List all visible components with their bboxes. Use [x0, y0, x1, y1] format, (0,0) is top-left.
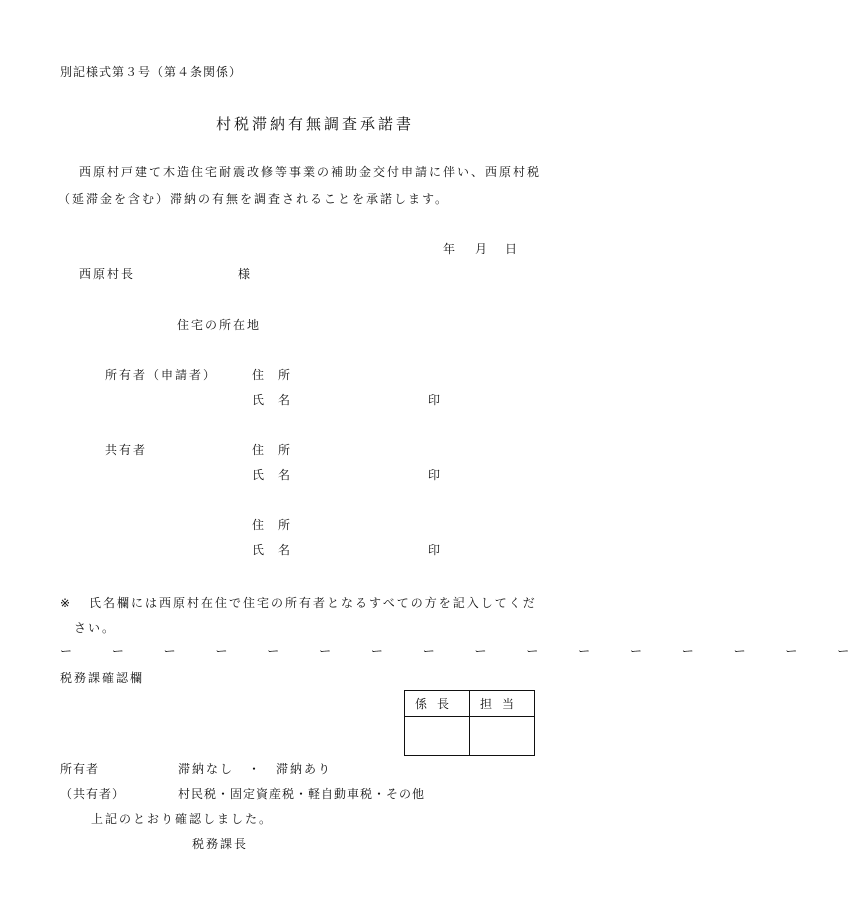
owner-role-label: 所有者（申請者）	[105, 368, 218, 382]
date-year-label: 年	[443, 242, 456, 256]
addressee-honorific: 様	[238, 267, 251, 281]
date-day-label: 日	[505, 242, 518, 256]
owner-name-label: 氏名	[252, 393, 305, 407]
tax-section-title: 税務課確認欄	[60, 671, 145, 685]
note-text-line-2: さい。	[74, 621, 117, 635]
house-location-label: 住宅の所在地	[177, 318, 262, 332]
consent-text-line-1: 西原村戸建て木造住宅耐震改修等事業の補助金交付申請に伴い、西原村税	[79, 165, 542, 179]
tax-owner-label: 所有者	[60, 762, 100, 776]
addressee-name: 西原村長	[79, 267, 136, 281]
note-text-line-1: 氏名欄には西原村在住で住宅の所有者となるすべての方を記入してくだ	[89, 596, 537, 610]
approval-stamp-table	[404, 690, 535, 756]
stamp-box-chief	[405, 717, 470, 756]
date-month-label: 月	[475, 242, 488, 256]
owner-seal-mark: 印	[428, 393, 441, 407]
co-owner-seal-mark: 印	[428, 468, 441, 482]
stamp-header-staff: 担当	[470, 691, 535, 717]
co-owner-2-seal-mark: 印	[428, 543, 441, 557]
tax-co-owner-label: （共有者）	[60, 787, 126, 801]
co-owner-2-address-label: 住所	[252, 518, 305, 532]
tax-types-list: 村民税・固定資産税・軽自動車税・その他	[178, 787, 426, 801]
form-number-label: 別記様式第３号（第４条関係）	[60, 65, 243, 79]
stamp-header-chief: 係長	[405, 691, 470, 717]
owner-address-label: 住所	[252, 368, 305, 382]
stamp-box-staff	[470, 717, 535, 756]
co-owner-address-label: 住所	[252, 443, 305, 457]
arrears-options: 滞納なし ・ 滞納あり	[178, 762, 333, 776]
note-mark: ※	[60, 596, 71, 610]
co-owner-2-name-label: 氏名	[252, 543, 305, 557]
co-owner-role-label: 共有者	[105, 443, 148, 457]
tax-chief-title: 税務課長	[192, 837, 249, 851]
confirmation-text: 上記のとおり確認しました。	[91, 812, 274, 826]
consent-text-line-2: （延滞金を含む）滞納の有無を調査されることを承諾します。	[58, 192, 450, 206]
document-title: 村税滞納有無調査承諾書	[215, 115, 414, 133]
cut-line: ー ー ー ー ー ー ー ー ー ー ー ー ー ー ー ー	[60, 644, 867, 658]
co-owner-name-label: 氏名	[252, 468, 305, 482]
